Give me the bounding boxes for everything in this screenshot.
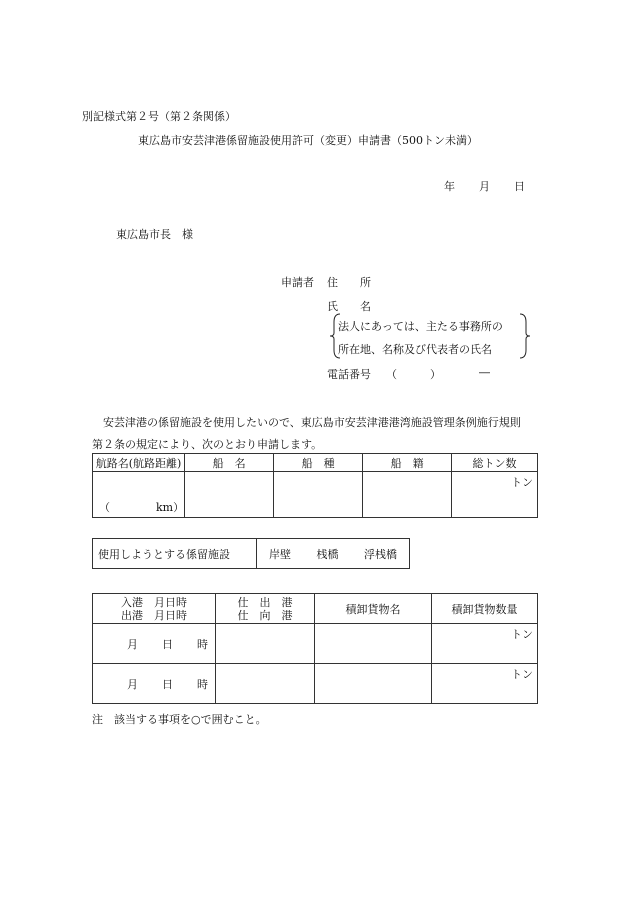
header-tonnage: 総トン数: [452, 454, 538, 472]
phone-dash: ―: [479, 366, 490, 379]
ton-unit: トン: [511, 668, 533, 681]
date-month: 月: [479, 180, 490, 193]
km-unit: km）: [156, 501, 185, 514]
header-arrival-departure: [93, 594, 216, 624]
datetime-cell-2[interactable]: [93, 664, 216, 704]
tonnage-cell[interactable]: [452, 472, 538, 518]
name-label: 氏 名: [327, 300, 371, 313]
header-to-port: 仕 向 港: [237, 608, 293, 622]
header-ship-type: 船 種: [274, 454, 363, 472]
ton-unit: トン: [511, 628, 533, 641]
ship-type-cell[interactable]: [274, 472, 363, 518]
km-open: （: [99, 501, 110, 514]
ton-unit: トン: [511, 476, 533, 489]
date-year: 年: [444, 180, 455, 193]
header-departure: 出港 月日時: [121, 608, 187, 622]
month-label: 月: [127, 677, 138, 691]
day-label: 日: [162, 677, 173, 691]
phone-paren: （ ）: [386, 368, 441, 381]
hour-label: 時: [197, 637, 208, 651]
facility-options[interactable]: [257, 539, 410, 569]
corp-note-line2: 所在地、名称及び代表者の氏名: [338, 343, 492, 356]
body-line2: 第２条の規定により、次のとおり申請します。: [92, 438, 323, 451]
header-cargo-qty: 積卸貨物数量: [432, 594, 538, 624]
header-ship-name: 船 名: [185, 454, 274, 472]
cargo-name-cell-2[interactable]: [315, 664, 432, 704]
addressee: 東広島市長 様: [116, 228, 193, 241]
header-ports: [216, 594, 315, 624]
cargo-name-cell-1[interactable]: [315, 624, 432, 664]
datetime-cell-1[interactable]: [93, 624, 216, 664]
facility-option-floating-pier[interactable]: 浮桟橋: [364, 547, 397, 561]
month-label: 月: [127, 637, 138, 651]
header-from-port: 仕 出 港: [237, 595, 293, 609]
hour-label: 時: [197, 677, 208, 691]
ship-table: [92, 453, 538, 518]
form-label: 別記様式第２号（第２条関係）: [82, 110, 236, 123]
facility-option-pier[interactable]: 桟橋: [316, 547, 339, 561]
note: 注 該当する事項を○で囲むこと。: [92, 713, 267, 726]
cargo-qty-cell-1[interactable]: [432, 624, 538, 664]
facility-table: [92, 538, 410, 569]
date-day: 日: [514, 180, 525, 193]
header-cargo-name: 積卸貨物名: [315, 594, 432, 624]
applicant-label: 申請者: [281, 276, 314, 289]
corp-note-line1: 法人にあっては、主たる事務所の: [338, 320, 503, 333]
port-cell-1[interactable]: [216, 624, 315, 664]
ship-name-cell[interactable]: [185, 472, 274, 518]
address-label: 住 所: [327, 276, 371, 289]
registry-cell[interactable]: [363, 472, 452, 518]
phone-label: 電話番号: [327, 368, 371, 381]
header-route: 航路名(航路距離): [93, 454, 185, 472]
document-title: 東広島市安芸津港係留施設使用許可（変更）申請書（500トン未満）: [138, 134, 478, 147]
facility-option-quay[interactable]: 岸壁: [269, 547, 291, 561]
header-registry: 船 籍: [363, 454, 452, 472]
route-cell[interactable]: [93, 472, 185, 518]
cargo-qty-cell-2[interactable]: [432, 664, 538, 704]
facility-label: 使用しようとする係留施設: [93, 539, 257, 569]
port-table: [92, 593, 538, 704]
body-line1: 安芸津港の係留施設を使用したいので、東広島市安芸津港港湾施設管理条例施行規則: [92, 416, 521, 429]
header-arrival: 入港 月日時: [121, 595, 187, 609]
day-label: 日: [162, 637, 173, 651]
port-cell-2[interactable]: [216, 664, 315, 704]
